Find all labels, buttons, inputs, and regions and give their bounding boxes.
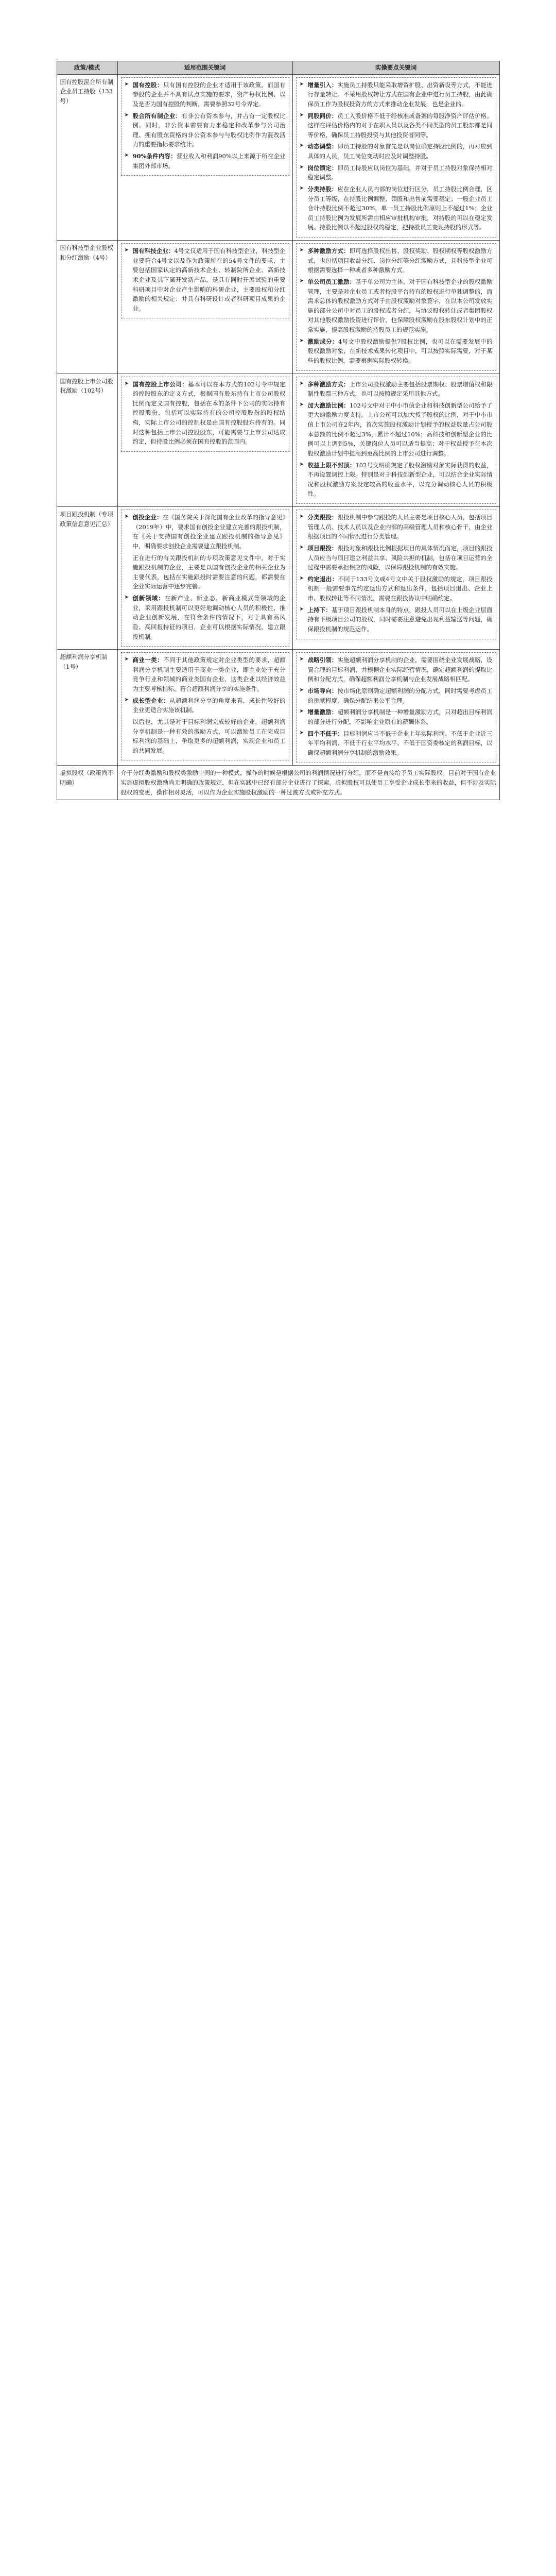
table-row xyxy=(57,766,499,800)
table-row xyxy=(57,241,499,374)
table-header-row xyxy=(57,61,499,75)
keyword-text: 在新产业、新业态、新商业模式等领域的企业，采用跟投机制可以更好地调动核心人员的积极性，推动企业创新发展，在符合条件的情况下，对于具有高风险、高回报特征的项目，企业可以根据实际情况，建立跟投机制。 xyxy=(132,595,286,640)
model-cell: 虚拟股权（政策尚不明确） xyxy=(57,766,117,800)
list-item xyxy=(125,594,286,641)
keyword: 分类持股： xyxy=(307,185,338,193)
list-item xyxy=(300,401,493,459)
list-item xyxy=(125,717,286,756)
keyword: 90%条件内容： xyxy=(132,152,177,160)
keyword-text: 应在企业人员内部的岗位进行区分，员工持股比例合理，区分员工等级，在持股比例调整、领股和出售前需要稳定；一般企业员工合计持股比例不超过30%，单一员工持股比例原则上不超过1%；企业员工持股比例为发展所需由相应审批机构审批，对持股的可以在稳定发展。持股比例以不超过股权的稳定，把持股员工变现持股的形式等。 xyxy=(307,185,493,231)
list-item xyxy=(300,163,493,182)
scope-list xyxy=(125,80,286,171)
model-cell: 国有控股上市公司股权激励（102号） xyxy=(57,374,117,507)
keyword-text: 以后也，尤其是对于目标利润完成较好的企业，超额利润分享机制是一种有效的激励方式，可以激励员工在完成目标利润的基础上，争取更多的超额利润，实现企业和员工的共同发展。 xyxy=(132,718,286,754)
list-item xyxy=(300,277,493,335)
keyword-text: 按市场化原则确定超额利润的分配方式，同时需要考虑员工的贡献程度，确保分配结果公平合理。 xyxy=(307,687,493,704)
list-item xyxy=(300,142,493,161)
header-model: 政策/模式 xyxy=(57,61,117,75)
list-item xyxy=(300,605,493,634)
scope-list-box xyxy=(121,243,289,318)
keyword: 加大激励比例： xyxy=(307,401,350,409)
keyword-text: 基本可以在本方式的102号令中规定的控股股东的定义方式，根据国有股东持有上市公司股权比例而定义国有控股，包括在本的条件下公司的实际持有控股股份，包括可以实际持有的公司控股股份的股权结构，实际上市公司的控制权是由国有控股股东持有的。同时这种包括上市公司控股股东，可能需要与上市公司达成约定，但持股比例必须在国有控股的范围内。 xyxy=(132,380,286,446)
list-item xyxy=(300,80,493,109)
requirements-list-box xyxy=(296,243,496,371)
model-cell: 国有控股混合所有制企业员工持股（133号） xyxy=(57,74,117,240)
list-item xyxy=(300,574,493,603)
keyword: 上持下： xyxy=(307,606,332,614)
keyword: 股合所有制企业： xyxy=(132,112,182,120)
list-item xyxy=(300,380,493,399)
scope-list xyxy=(125,655,286,755)
list-item xyxy=(125,151,286,171)
requirements-cell xyxy=(292,74,499,240)
policy-table xyxy=(57,61,500,800)
keyword: 单公司员工激励： xyxy=(307,278,356,285)
page xyxy=(0,0,556,831)
keyword: 创新领域： xyxy=(132,595,165,602)
scope-list-box xyxy=(121,377,289,452)
keyword-text: 4号文中股权激励提供7股权比例，也可以在需要发展中的股权激励对象，在新技术成果转化项目中，可以按照实际需要，对于某些的股权比例，需要根据实际股权转换。 xyxy=(307,337,493,364)
keyword-text: 只有国有控股的企业才适用于该政策。而国有参股的企业并不具有试点实施的要求，资产每权比例、以及是否为国有控股的判断，需要参照32号令界定。 xyxy=(132,81,286,108)
description-text: 介于分红类激励和股权类激励中间的一种模式，操作的时候是根据公司的利润情况进行分红，而不是直接给予员工实际股权。目前对于国有企业实施虚拟股权激励尚无明确的政策规定，但在实践中已经有部分企业进行了探索。虚拟股权可以使员工享受企业成长带来的收益，但不涉及实际股权的变更，操作相对灵活，可以作为企业实施股权激励的一种过渡方式或补充方式。 xyxy=(120,769,496,796)
keyword: 多种激励方式： xyxy=(307,380,350,388)
header-scope: 适用范围关键词 xyxy=(117,61,292,75)
table-row xyxy=(57,374,499,507)
keyword-text: 实施员工持股只能采取增资扩股、出资新设等方式，不能进行存量转让。不采用股权转让方式在国有企业中进行员工持股，由此确保员工作为股权投资方的方式来推动企业发展，也是企业的。 xyxy=(307,81,493,108)
scope-cell xyxy=(117,507,292,650)
keyword: 创投企业： xyxy=(132,514,163,521)
scope-list-box xyxy=(121,510,289,647)
list-item xyxy=(125,513,286,551)
keyword: 分类跟投： xyxy=(307,514,338,521)
scope-cell xyxy=(117,374,292,507)
list-item xyxy=(300,686,493,705)
keyword-text: 员工入股价格不低于经核准或备案的每股净资产评估价格。这样在评估价格内的对于在职人员以及各类不同类型的员工股东都是同等价格，确保员工持股投资与其他投资者同等。 xyxy=(307,112,493,139)
keyword: 四个不低于： xyxy=(307,730,343,737)
keyword-text: 有非公有资本参与，并占有一定股权比例。同时，非公资本需要有力来稳定和改革参与公司治理、拥有股东资格的非公资本参与与股权比例作为混改活力的重要指标要求统计。 xyxy=(132,112,286,148)
keyword: 成长型企业： xyxy=(132,697,169,704)
list-item xyxy=(300,461,493,499)
keyword: 激励成分： xyxy=(307,337,338,345)
model-cell: 超额利润分享机制（1号） xyxy=(57,650,117,766)
list-item xyxy=(300,184,493,232)
list-item xyxy=(125,553,286,592)
requirements-cell xyxy=(292,650,499,766)
requirements-list-box xyxy=(296,77,496,238)
requirements-list-box xyxy=(296,510,496,639)
keyword-text: 即可选择股权出售、股权奖励、股权期权等股权激励方式，也包括项目收益分红、岗位分红等分红激励方式，且科技型企业可根据需要选择一种或者多种激励方式。 xyxy=(307,247,493,274)
keyword-text: 跟投机制中参与跟投的人员主要是项目核心人员，包括项目管理人员、技术人员以及企业内部的高级管理人员和核心骨干，由企业根据项目的不同情况进行分类管理。 xyxy=(307,514,493,540)
scope-list xyxy=(125,513,286,641)
requirements-cell xyxy=(292,374,499,507)
list-item xyxy=(300,729,493,758)
keyword-text: 不同于133号文或4号文中关于股权激励的规定，项目跟投机制一般需要事先约定退出方式和退出条件，包括项目退出、企业上市、股权转让等不同情况，需要在跟投协议中明确约定。 xyxy=(307,575,493,602)
keyword-text: 超额利润分享机制是一种增量激励方式，只对超出目标利润的部分进行分配，不影响企业原有的薪酬体系。 xyxy=(307,708,493,725)
keyword-text: 即员工持股的对象首先是以岗位确定持股比例的，再对应到具体的人员，员工岗位变动时应及时调整持股。 xyxy=(307,143,493,160)
requirements-list xyxy=(300,513,493,634)
keyword: 约定退出： xyxy=(307,575,338,583)
requirements-list xyxy=(300,380,493,499)
requirements-list-box xyxy=(296,652,496,762)
keyword-text: 跟投对象和跟投比例根据项目的具体情况而定，项目的跟投人员应当与项目建立利益共享、风险共担的机制，包括在项目运营的全过程中需要承担相应的风险，以保障跟投机制的有效实施。 xyxy=(307,544,493,571)
scope-cell xyxy=(117,74,292,240)
list-item xyxy=(300,707,493,726)
keyword: 商业一类： xyxy=(132,656,163,664)
requirements-cell xyxy=(292,507,499,650)
scope-list xyxy=(125,380,286,447)
requirements-list-box xyxy=(296,377,496,504)
keyword-text: 4号文仅适用于国有科技型企业，科技型企业要符合4号文以及作为政策所在的54号文件的要求，主要包括国家认定的高新技术企业、转制院所企业、高新技术企业及其下属开发新产品，是具有同时开展试验的重要科研项目中对企业产生影响的科研企业，主要股权和分红激励的相关规定：并具有科研设计或者科研项目成果的企业。 xyxy=(132,247,286,312)
keyword-text: 正在进行的有关跟投机制的专项政策意见文件中，对于实施跟投机制的企业，主要是以国有创投企业的相关企业为主要代表，包括在实施跟投时需要注意的问题，都需要在企业实际运营中逐步完善。 xyxy=(132,554,286,590)
keyword: 增量引入： xyxy=(307,81,338,89)
description-cell xyxy=(117,766,499,800)
table-row xyxy=(57,507,499,650)
keyword: 市场导向： xyxy=(307,687,338,694)
scope-list-box xyxy=(121,77,289,176)
scope-list xyxy=(125,246,286,313)
model-cell: 项目跟投机制（专项政策信息意见汇总） xyxy=(57,507,117,650)
keyword-text: 即员工持股应以岗位为基础，并对于员工持股对象保持相对稳定调整。 xyxy=(307,164,493,181)
scope-list-box xyxy=(121,652,289,760)
keyword-text: 从超额利润分享的角度来看，成长性较好的企业更适合实施该机制。 xyxy=(132,697,286,714)
keyword: 岗位锁定： xyxy=(307,164,338,172)
model-cell: 国有科技型企业股权和分红激励（4号） xyxy=(57,241,117,374)
list-item xyxy=(125,696,286,715)
scope-cell xyxy=(117,241,292,374)
header-requirements: 实操要点关键词 xyxy=(292,61,499,75)
keyword-text: 基于单公司为主体，对于国有科技型企业的股权激励管理，主要是对企业员工或者持股平台持有的股权进行单独调整的，而需求总体的股权激励方式对于由股权激励对象签字，在以本公司发放实施的部分公司中对员工的股权或者分红，与协议股权转让或者集团股权对其他股权激励投资进行评价，也保障股权激励在股东股权计划中的正常实施，提高股权激励的持股员工的规范实施。 xyxy=(307,278,493,333)
requirements-list xyxy=(300,80,493,232)
list-item xyxy=(300,111,493,140)
table-row xyxy=(57,650,499,766)
keyword-text: 营业收入和利润90%以上来源于所在企业集团外部市场。 xyxy=(132,152,286,170)
keyword-text: 上市公司股权激励主要包括股票期权、股票增值权和限制性股票三种方式，也可以按照规定采用其他方式。 xyxy=(307,380,493,398)
keyword: 收益上限不封顶： xyxy=(307,461,356,469)
keyword: 国有科技企业： xyxy=(132,247,175,255)
list-item xyxy=(300,246,493,275)
list-item xyxy=(125,246,286,313)
keyword-text: 不同于其他政策规定对企业类型的要求，超额利润分享机制主要适用于商业一类企业，即主业处于充分竞争行业和领域的商业类国有企业，这类企业以经济效益为主要考核指标，符合超额利润分享的实施条件。 xyxy=(132,656,286,692)
list-item xyxy=(300,513,493,541)
list-item xyxy=(300,337,493,366)
keyword-text: 实施超额利润分享机制的企业，需要围绕企业发展战略，设置合理的目标利润，并根据企业实际经营情况，确定超额利润的提取比例和分配方式，确保超额利润分享机制与企业发展战略相匹配。 xyxy=(307,656,493,683)
keyword: 国有控股： xyxy=(132,81,163,89)
table-row xyxy=(57,74,499,240)
requirements-list xyxy=(300,246,493,366)
list-item xyxy=(125,80,286,109)
keyword-text: 102号文中对于中小市值企业和科技创新型公司给予了更大的激励力度支持。上市公司可以加大授予股权的比例，对于中小市值上市公司在2年内，首次实施股权激励计划授予的权益数量占公司股本总额的比例不超过3%，累计不超过10%；高科技和创新型企业的比例可以上调到5%，关键岗位人员可以适当提高；对于权益授予在本次股权激励计划中提高到更高比例的上市公司进行调整。 xyxy=(307,401,493,457)
list-item xyxy=(125,111,286,150)
keyword: 国有控股上市公司： xyxy=(132,380,188,388)
keyword: 项目跟投： xyxy=(307,544,338,552)
keyword: 战略引领： xyxy=(307,656,338,664)
scope-cell xyxy=(117,650,292,766)
keyword-text: 102号文明确规定了股权激励对象实际获得的收益，不再设置调控上限。特别是对于科技创新型企业，可以结合企业实际情况和股权激励方案设定较高的收益水平，以充分调动核心人员的积极性。 xyxy=(307,461,493,498)
keyword: 增量激励： xyxy=(307,708,338,716)
keyword: 同股同价： xyxy=(307,112,338,120)
requirements-list xyxy=(300,655,493,757)
keyword-text: 在《国务院关于深化国有企业改革的指导意见》（2019年）中，要求国有创投企业建立完善的跟投机制，在《关于支持国有创投企业建立跟投机制的指导意见》中，明确要求创投企业需要建立跟投机制。 xyxy=(132,514,286,550)
keyword-text: 基于项目跟投机制本身的特点，跟投人员可以在上级企业层面持有下级项目公司的股权，同时需要注意避免出现利益输送等问题，确保跟投机制的规范运作。 xyxy=(307,606,493,633)
requirements-cell xyxy=(292,241,499,374)
keyword: 动态调整： xyxy=(307,143,338,150)
list-item xyxy=(300,655,493,684)
list-item xyxy=(300,544,493,572)
keyword: 多种激励方式： xyxy=(307,247,350,255)
list-item xyxy=(125,655,286,694)
list-item xyxy=(125,380,286,447)
keyword-text: 目标利润应当不低于企业上年实际利润、不低于企业近三年平均利润、不低于行业平均水平、不低于国资委核定的利润目标，以确保超额利润分享机制的激励效果。 xyxy=(307,730,493,756)
